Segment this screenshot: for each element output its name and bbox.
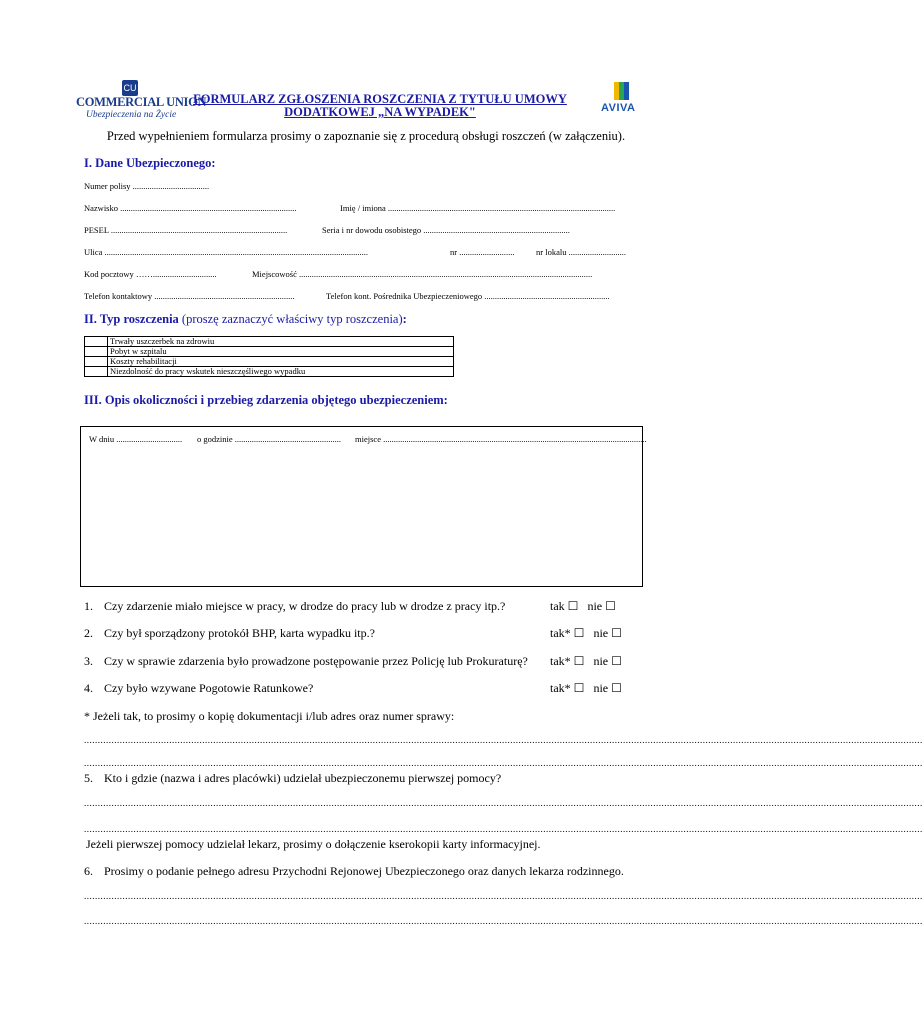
question-4 (84, 681, 313, 696)
event-place-field[interactable]: miejsce ............................................................................................................................ (355, 434, 647, 444)
question-5-note: Jeżeli pierwszej pomocy udzielał lekarz, prosimy o dołączenie kserokopii karty informacyjnej. (86, 837, 541, 851)
question-text: Czy w sprawie zdarzenia było prowadzone postępowanie przez Policję lub Prokuraturę? (104, 654, 528, 668)
answer-line[interactable]: ................................................................................................................................................................................................................................................................................................................. (84, 891, 923, 901)
table-row (85, 337, 454, 347)
claim-type-checkbox[interactable] (85, 347, 108, 357)
question-number: 3. (84, 654, 93, 668)
intro-text: Przed wypełnieniem formularza prosimy o zapoznanie się z procedurą obsługi roszczeń (w załączeniu). (106, 129, 626, 143)
answer-line[interactable]: ................................................................................................................................................................................................................................................................................................................. (84, 758, 923, 768)
first-names-field[interactable]: Imię / imiona ........................................................................................................... (340, 203, 616, 213)
answer-yes-checkbox[interactable]: ☐ (573, 654, 585, 668)
question-text: Kto i gdzie (nazwa i adres placówki) udzielał ubezpieczonemu pierwszej pomocy? (104, 771, 502, 785)
question-2-answer (550, 626, 622, 641)
section2-heading-colon: : (402, 312, 407, 326)
answer-no-label: nie (587, 599, 603, 613)
cu-logo-name: COMMERCIAL UNION (76, 95, 207, 109)
aviva-logo-name: AVIVA (601, 102, 636, 114)
event-hour-field[interactable]: o godzinie .................................................. (197, 434, 342, 444)
answer-line[interactable]: ................................................................................................................................................................................................................................................................................................................. (84, 735, 923, 745)
commercial-union-logo (76, 80, 207, 124)
answer-yes-label: tak (550, 599, 565, 613)
answer-no-label: nie (593, 626, 609, 640)
claim-type-checkbox[interactable] (85, 357, 108, 367)
answer-no-checkbox[interactable]: ☐ (611, 681, 622, 695)
question-4-answer (550, 681, 622, 696)
phone-field[interactable]: Telefon kontaktowy .................................................................. (84, 291, 295, 301)
question-1 (84, 599, 505, 614)
table-row (85, 367, 454, 377)
answer-line[interactable]: ................................................................................................................................................................................................................................................................................................................. (84, 916, 923, 926)
question-1-answer (550, 599, 616, 614)
cu-logo-subtitle: Ubezpieczenia na Życie (86, 110, 177, 120)
section1-heading: I. Dane Ubezpieczonego: (84, 156, 216, 170)
claim-type-table (84, 336, 454, 377)
postal-code-field[interactable]: Kod pocztowy …….............................. (84, 269, 217, 279)
table-row (85, 357, 454, 367)
question-text: Prosimy o podanie pełnego adresu Przychodni Rejonowej Ubezpieczonego oraz danych lekarza rodzinnego. (104, 864, 624, 878)
question-number: 5. (84, 771, 93, 785)
question-number: 1. (84, 599, 93, 613)
claim-type-label: Koszty rehabilitacji (108, 357, 454, 367)
footnote: * Jeżeli tak, to prosimy o kopię dokumentacji i/lub adres oraz numer sprawy: (84, 709, 455, 723)
form-title (190, 93, 570, 119)
answer-yes-label: tak* (550, 681, 571, 695)
answer-line[interactable]: ................................................................................................................................................................................................................................................................................................................. (84, 824, 923, 834)
flat-number-field[interactable]: nr lokalu ........................... (536, 247, 626, 257)
id-series-field[interactable]: Seria i nr dowodu osobistego ..................................................................... (322, 225, 570, 235)
question-3-answer (550, 654, 622, 669)
event-day-field[interactable]: W dniu ............................... (89, 434, 183, 444)
form-title-line1: FORMULARZ ZGŁOSZENIA ROSZCZENIA Z TYTUŁU UMOWY (193, 92, 567, 106)
answer-no-label: nie (593, 654, 609, 668)
claim-type-checkbox[interactable] (85, 337, 108, 347)
section2-heading-bold: II. Typ roszczenia (84, 312, 179, 326)
answer-line[interactable]: ................................................................................................................................................................................................................................................................................................................. (84, 798, 923, 808)
cu-mark-icon: CU (122, 80, 138, 96)
answer-yes-label: tak* (550, 626, 571, 640)
question-3 (84, 654, 528, 669)
answer-yes-checkbox[interactable]: ☐ (573, 681, 585, 695)
claim-type-label: Pobyt w szpitalu (108, 347, 454, 357)
claim-type-label: Niezdolność do pracy wskutek nieszczęśliwego wypadku (108, 367, 454, 377)
claim-type-label: Trwały uszczerbek na zdrowiu (108, 337, 454, 347)
section3-heading: III. Opis okoliczności i przebieg zdarzenia objętego ubezpieczeniem: (84, 393, 448, 407)
section2-heading (84, 312, 407, 327)
claim-type-checkbox[interactable] (85, 367, 108, 377)
question-6 (84, 864, 624, 879)
agent-phone-field[interactable]: Telefon kont. Pośrednika Ubezpieczeniowego ........................................................... (326, 291, 610, 301)
event-description-box[interactable] (80, 426, 647, 587)
policy-number-field[interactable]: Numer polisy .................................... (84, 181, 210, 191)
question-number: 4. (84, 681, 93, 695)
answer-yes-checkbox[interactable]: ☐ (567, 599, 579, 613)
answer-no-label: nie (593, 681, 609, 695)
surname-field[interactable]: Nazwisko ................................................................................... (84, 203, 297, 213)
answer-no-checkbox[interactable]: ☐ (605, 599, 616, 613)
question-text: Czy było wzywane Pogotowie Ratunkowe? (104, 681, 314, 695)
aviva-mark-icon (602, 82, 642, 102)
table-row (85, 347, 454, 357)
section2-heading-note: (proszę zaznaczyć właściwy typ roszczenia) (181, 312, 403, 326)
answer-no-checkbox[interactable]: ☐ (611, 626, 622, 640)
house-number-field[interactable]: nr .......................... (450, 247, 515, 257)
question-text: Czy był sporządzony protokół BHP, karta wypadku itp.? (104, 626, 375, 640)
question-number: 2. (84, 626, 93, 640)
answer-yes-checkbox[interactable]: ☐ (573, 626, 585, 640)
question-2 (84, 626, 375, 641)
answer-yes-label: tak* (550, 654, 571, 668)
question-5 (84, 771, 501, 786)
answer-no-checkbox[interactable]: ☐ (611, 654, 622, 668)
form-title-line2: DODATKOWEJ „NA WYPADEK" (284, 105, 476, 119)
question-text: Czy zdarzenie miało miejsce w pracy, w drodze do pracy lub w drodze z pracy itp.? (104, 599, 506, 613)
aviva-logo (600, 82, 644, 116)
street-field[interactable]: Ulica ............................................................................................................................ (84, 247, 369, 257)
question-number: 6. (84, 864, 93, 878)
city-field[interactable]: Miejscowość .......................................................................................................................................... (252, 269, 593, 279)
pesel-field[interactable]: PESEL ................................................................................... (84, 225, 288, 235)
